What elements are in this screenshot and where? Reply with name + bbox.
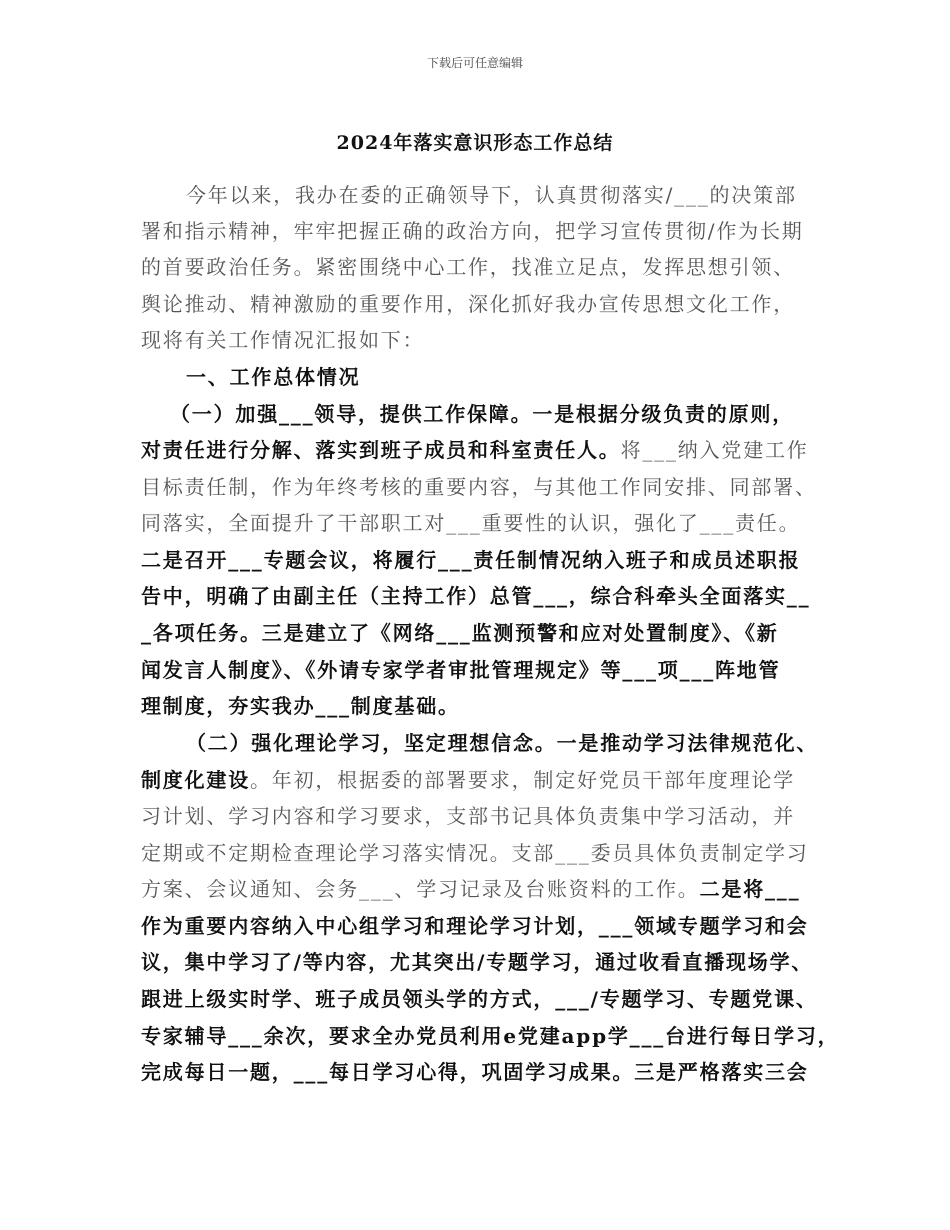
bold-text: 二是将___ [699,877,801,901]
bold-text: 制度化建设 [141,768,250,792]
bold-text: 告中，明确了由副主任（主持工作）总管___，综合科牵头全面落实__ [141,584,811,608]
body-text: 将___纳入党建工作 [620,438,809,462]
paragraph-line [141,800,795,829]
paragraph-line [141,215,804,244]
bold-text: 闻发言人制度》、《外请专家学者审批管理规定》等___项___阵地管 [141,658,781,682]
paragraph-line [141,434,809,463]
bold-text: 二是召开___专题会议，将履行___责任制情况纳入班子和成员述职报 [141,548,801,572]
paragraph-line [141,580,810,609]
bold-text: 专家辅导___余次，要求全办党员利用e党建app学___台进行每日学习， [141,1024,840,1048]
paragraph-line [141,837,809,866]
paragraph-line [141,544,800,573]
paragraph-line [141,1020,839,1049]
bold-text: 完成每日一题，___每日学习心得，巩固学习成果。三是严格落实三会 [141,1060,809,1084]
paragraph-line [141,507,800,536]
body-text: 。年初，根据委的部署要求，制定好党员干部年度理论学 [250,768,795,792]
paragraph-line [170,398,794,427]
body-text: 定期或不定期检查理论学习落实情况。支部___委员具体负责制定学习 [141,841,809,865]
bold-text: 议，集中学习了/等内容，尤其突出/专题学习，通过收看直播现场学、 [141,950,814,974]
paragraph-line [186,361,360,390]
body-text: 现将有关工作情况汇报如下： [141,328,425,352]
paragraph-line [186,179,797,208]
paragraph-line [141,251,795,280]
bold-text: （一）加强___领导，提供工作保障。一是根据分级负责的原则， [170,402,794,426]
body-text: 署和指示精神，牢牢把握正确的政治方向，把学习宣传贯彻/作为长期 [141,219,804,243]
body-text: 目标责任制，作为年终考核的重要内容，与其他工作同安排、同部署、 [141,475,817,499]
paragraph-line [141,946,813,975]
bold-text: （二）强化理论学习，坚定理想信念。一是推动学习法律规范化、 [186,731,819,755]
paragraph-line [141,324,424,353]
body-text: 舆论推动、精神激励的重要作用，深化抓好我办宣传思想文化工作， [141,292,795,316]
body-text: 习计划、学习内容和学习要求，支部书记具体负责集中学习活动，并 [141,804,795,828]
paragraph-line [141,1056,809,1085]
body-text: 的首要政治任务。紧密围绕中心工作，找准立足点，发挥思想引领、 [141,255,795,279]
paragraph-line [186,727,818,756]
paragraph-line [141,288,795,317]
document-title: 2024年落实意识形态工作总结 [336,132,614,154]
paragraph-line [141,873,800,902]
body-text: 今年以来，我办在委的正确领导下，认真贯彻落实/___的决策部 [186,183,797,207]
paragraph-line [141,471,817,500]
bold-text: 一、工作总体情况 [186,365,361,389]
paragraph-line [141,764,795,793]
body-text: 方案、会议通知、会务___、学习记录及台账资料的工作。 [141,877,700,901]
bold-text: _各项任务。三是建立了《网络___监测预警和应对处置制度》、《新 [141,621,779,645]
paragraph-line [141,690,460,719]
paragraph-line [141,654,780,683]
bold-text: 理制度，夯实我办___制度基础。 [141,694,460,718]
bold-text: 作为重要内容纳入中心组学习和理论学习计划，___领域专题学习和会 [141,914,809,938]
bold-text: 对责任进行分解、落实到班子成员和科室责任人。 [141,438,621,462]
paragraph-line [141,983,818,1012]
page-header: 下载后可任意编辑 [426,56,523,70]
bold-text: 跟进上级实时学、班子成员领头学的方式，___/专题学习、专题党课、 [141,987,818,1011]
paragraph-line [141,617,779,646]
body-text: 同落实，全面提升了干部职工对___重要性的认识，强化了___责任。 [141,511,801,535]
paragraph-line [141,910,809,939]
